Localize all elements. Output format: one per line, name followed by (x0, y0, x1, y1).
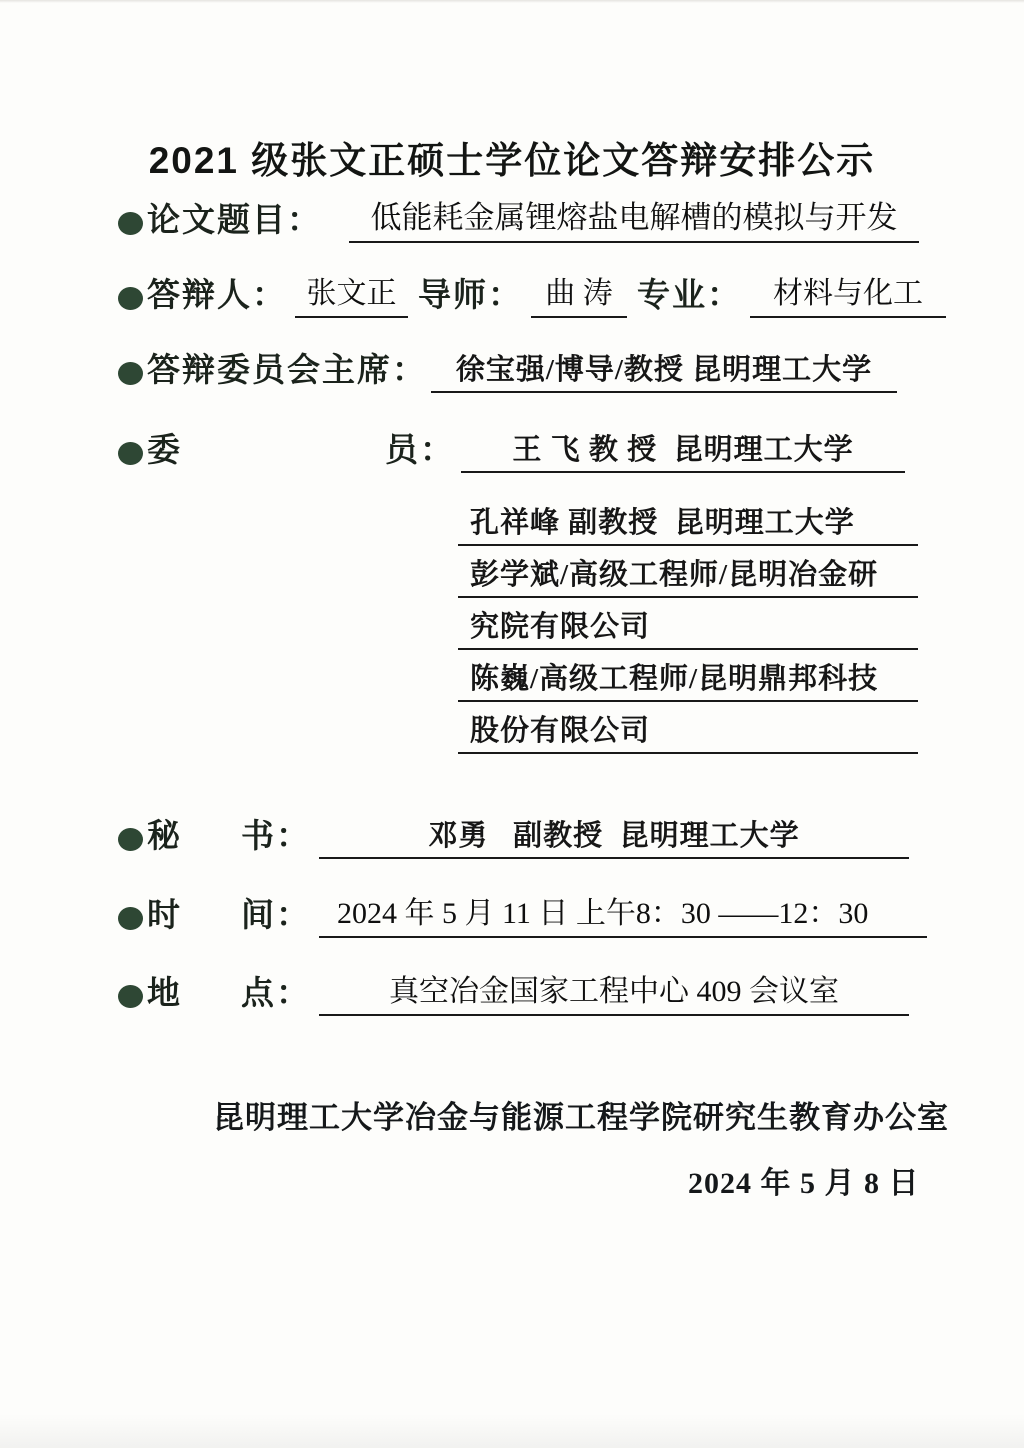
time-label-right: 间： (241, 895, 311, 933)
chair-label: 答辩委员会主席： (147, 351, 427, 388)
bullet-icon (118, 442, 143, 465)
secretary-label-left: 秘 (147, 817, 182, 854)
major-value: 材料与化工 (750, 272, 946, 318)
secretary-value: 邓勇 副教授 昆明理工大学 (319, 815, 909, 859)
time-label (147, 893, 311, 938)
field-row-thesis-title (118, 196, 919, 243)
page-title: 2021 级张文正硕士学位论文答辩安排公示 (148, 140, 876, 181)
member-value-3-wrap: 究院有限公司 (458, 606, 918, 650)
venue-value: 真空冶金国家工程中心 409 会议室 (319, 970, 909, 1016)
footer-date: 2024 年 5 月 8 日 (688, 1167, 920, 1200)
secretary-label-right: 书： (241, 817, 311, 854)
field-row-defender (118, 272, 946, 318)
field-row-time (118, 892, 927, 938)
members-label-left: 委 (147, 431, 182, 468)
advisor-label: 导师： (418, 275, 523, 313)
member-value-4-wrap: 股份有限公司 (458, 710, 918, 754)
members-label-right: 员： (385, 431, 455, 468)
member-value-1: 王 飞 教 授 昆明理工大学 (461, 429, 905, 473)
bullet-icon (118, 907, 143, 930)
field-row-chair (118, 348, 897, 393)
bullet-icon (118, 287, 143, 310)
bullet-icon (118, 828, 143, 851)
member-value-4: 陈巍/高级工程师/昆明鼎邦科技 (458, 658, 918, 702)
members-label (147, 428, 455, 473)
chair-value: 徐宝强/博导/教授 昆明理工大学 (431, 349, 897, 393)
thesis-title-label: 论文题目： (147, 201, 322, 239)
time-label-left: 时 (147, 895, 182, 933)
venue-label-right: 点： (241, 973, 311, 1011)
field-row-secretary (118, 814, 909, 859)
member-value-2: 孔祥峰 副教授 昆明理工大学 (458, 502, 918, 546)
time-value: 2024 年 5 月 11 日 上午8：30 ——12：30 (319, 892, 927, 938)
bullet-icon (118, 985, 143, 1008)
major-label: 专业： (637, 275, 742, 313)
venue-label (147, 971, 311, 1016)
thesis-title-value: 低能耗金属锂熔盐电解槽的模拟与开发 (349, 196, 919, 243)
defender-name-value: 张文正 (295, 272, 408, 318)
secretary-label (147, 814, 311, 859)
field-row-members (118, 428, 905, 473)
bullet-icon (118, 362, 143, 385)
field-row-venue (118, 970, 909, 1016)
member-value-3: 彭学斌/高级工程师/昆明冶金研 (458, 554, 918, 598)
bullet-icon (118, 212, 143, 235)
footer-office-name: 昆明理工大学冶金与能源工程学院研究生教育办公室 (213, 1100, 949, 1135)
venue-label-left: 地 (147, 973, 182, 1011)
defender-label: 答辩人： (147, 275, 287, 313)
advisor-name-value: 曲 涛 (531, 272, 627, 318)
